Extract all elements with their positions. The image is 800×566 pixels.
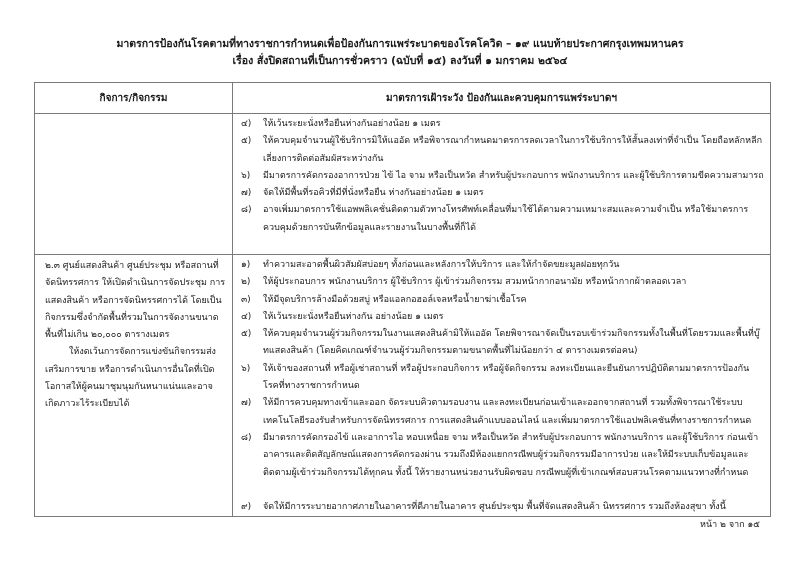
measure-text: มีมาตรการคัดกรองไข้ และอาการไอ หอบเหนื่อย จาม หรือเป็นหวัด สำหรับผู้ประกอบการ พนักงานบริการ และผู้ใช้บริการ ก่อนเข้าอาคารและติดสัญลักษณ์แสดงการคัดกรองผ่าน รวมถึงมีห้องแยกกรณีพบผู้ร่วมกิจกรรมมีอาการป่วย และให้มีระบบเก็บข้อมูลและติดตามผู้เข้าร่วมกิจกรรมได้ทุกคน ทั้งนี้ ให้รายงานหน่วยงานรับผิดชอบ กรณีพบผู้ที่เข้าเกณฑ์สอบสวนโรคตามแนวทางที่กำหนด [263, 432, 759, 478]
column-header-activity: กิจการ/กิจกรรม [35, 83, 233, 113]
measure-item [241, 257, 770, 274]
measure-item [241, 395, 770, 430]
measure-number: ๗) [241, 188, 252, 199]
measure-item [241, 292, 770, 309]
measure-number: ๗) [241, 398, 252, 409]
measure-number: ๒) [241, 277, 251, 288]
measure-text: ทำความสะอาดพื้นผิวสัมผัสบ่อยๆ ทั้งก่อนและหลังการให้บริการ และให้กำจัดขยะมูลฝอยทุกวัน [263, 260, 620, 270]
table-header-row [35, 83, 770, 114]
measure-item [241, 326, 770, 361]
measure-item [241, 116, 770, 133]
measure-number: ๘) [241, 205, 252, 216]
measures-cell [233, 114, 770, 254]
activity-description: ๒.๓ ศูนย์แสดงสินค้า ศูนย์ประชุม หรือสถานที่จัดนิทรรศการ ให้เปิดดำเนินการจัดประชุม การแสดงสินค้า หรือการจัดนิทรรศการได้ โดยเป็นกิจกรรมซึ่งจำกัดพื้นที่รวมในการจัดงานขนาดพื้นที่ไม่เกิน ๒๐,๐๐๐ ตารางเมตร [45, 261, 226, 341]
activity-note: ให้งดเว้นการจัดการแข่งขันกิจกรรมส่งเสริมการขาย หรือการดำเนินการอื่นใดที่เปิดโอกาสให้ผู้คนมาชุมนุมกันหนาแน่นและอาจเกิดภาวะไร้ระเบียบได้ [45, 347, 216, 410]
document-title-line1: มาตรการป้องกันโรคตามที่ทางราชการกำหนดเพื่อป้องกันการแพร่ระบาดของโรคโควิด – ๑๙ แนบท้ายประกาศกรุงเทพมหานคร [116, 38, 684, 50]
measure-text: จัดให้มีพื้นที่รอคิวที่มีที่นั่งหรือยืน ห่างกันอย่างน้อย ๑ เมตร [263, 188, 484, 199]
measures-cell [233, 255, 770, 516]
measure-number: ๓) [241, 294, 251, 305]
document-title-line2: เรื่อง สั่งปิดสถานที่เป็นการชั่วคราว (ฉบับที่ ๑๕) ลงวันที่ ๑ มกราคม ๒๕๖๔ [232, 55, 568, 67]
measure-number: ๖) [241, 363, 251, 374]
measure-text: ให้ผู้ประกอบการ พนักงานบริการ ผู้ใช้บริการ ผู้เข้าร่วมกิจกรรม สวมหน้ากากอนามัย หรือหน้ากากผ้าตลอดเวลา [263, 277, 687, 288]
measure-item [241, 309, 770, 326]
measure-number: ๕) [241, 136, 252, 147]
measure-number: ๙) [241, 501, 252, 512]
measure-text: ให้มีจุดบริการล้างมือด้วยสบู่ หรือแอลกอฮอล์เจลหรือน้ำยาฆ่าเชื้อโรค [263, 294, 527, 305]
measure-text: อาจเพิ่มมาตรการใช้แอพพลิเคชั่นติดตามตัวทางโทรศัพท์เคลื่อนที่มาใช้ได้ตามความเหมาะสมและความจำเป็น หรือใช้มาตรการควบคุมด้วยการบันทึกข้อมูลและรายงานในบางพื้นที่ก็ได้ [263, 205, 749, 233]
measure-text: ให้มีการควบคุมทางเข้าและออก จัดระบบคิวตามรอบงาน และลงทะเบียนก่อนเข้าและออกจากสถานที่ รวมทั้งพิจารณาใช้ระบบเทคโนโลยีรองรับสำหรับการจัดนิทรรศการ การแสดงสินค้าแบบออนไลน์ และเพิ่มมาตรการใช้แอปพลิเคชันที่ทางราชการกำหนด [263, 398, 752, 426]
measure-text: จัดให้มีการระบายอากาศภายในอาคารที่ดีภายในอาคาร ศูนย์ประชุม พื้นที่จัดแสดงสินค้า นิทรรศการ รวมถึงห้องสุขา ทั้งนี้ [263, 501, 726, 512]
measures-table [34, 82, 771, 517]
measure-text: ให้เว้นระยะนั่งหรือยืนห่างกัน อย่างน้อย ๑ เมตร [263, 311, 444, 322]
measure-number: ๖) [241, 170, 251, 181]
activity-cell [35, 255, 233, 516]
measure-number: ๑) [241, 260, 251, 270]
measure-item [241, 274, 770, 291]
measure-item [241, 168, 770, 185]
measure-number: ๔) [241, 119, 252, 129]
table-row [35, 255, 770, 516]
measure-text: ให้ควบคุมจำนวนผู้ใช้บริการมิให้แออัด หรือพิจารณากำหนดมาตรการลดเวลาในการใช้บริการให้สั้นลงเท่าที่จำเป็น โดยถือหลักหลีกเลี่ยงการติดต่อสัมผัสระหว่างกัน [263, 136, 763, 164]
measure-item [241, 133, 770, 168]
measure-item [241, 185, 770, 202]
measure-text: ให้เจ้าของสถานที่ หรือผู้เช่าสถานที่ หรือผู้ประกอบกิจการ หรือผู้จัดกิจกรรม ลงทะเบียนและยืนยันการปฏิบัติตามมาตรการป้องกันโรคที่ทางราชการกำหนด [263, 363, 750, 392]
table-row [35, 114, 770, 255]
measure-text: ให้เว้นระยะนั่งหรือยืนห่างกันอย่างน้อย ๑ เมตร [263, 119, 441, 129]
column-header-measures: มาตรการเฝ้าระวัง ป้องกันและควบคุมการแพร่ระบาดฯ [386, 92, 617, 104]
activity-cell [35, 114, 233, 254]
measure-number: ๘) [241, 432, 252, 443]
measure-item [241, 202, 770, 237]
page-number: หน้า ๒ จาก ๑๕ [700, 520, 760, 530]
measure-text: ให้ควบคุมจำนวนผู้ร่วมกิจกรรมในงานแสดงสินค้ามิให้แออัด โดยพิจารณาจัดเป็นรอบเข้าร่วมกิจกรรมทั้งในพื้นที่โดยรวมและพื้นที่บู๊ทแสดงสินค้า (โดยคิดเกณฑ์จำนวนผู้ร่วมกิจกรรมตามขนาดพื้นที่ไม่น้อยกว่า ๔ ตารางเมตรต่อคน) [263, 329, 760, 357]
measure-item [241, 430, 770, 482]
measure-number: ๔) [241, 311, 252, 322]
measure-text: มีมาตรการคัดกรองอาการป่วย ไข้ ไอ จาม หรือเป็นหวัด สำหรับผู้ประกอบการ พนักงานบริการ และผู้ใช้บริการตามขีดความสามารถ [263, 170, 764, 181]
measure-number: ๕) [241, 329, 252, 340]
measure-item [241, 361, 770, 396]
measure-item [241, 499, 770, 516]
